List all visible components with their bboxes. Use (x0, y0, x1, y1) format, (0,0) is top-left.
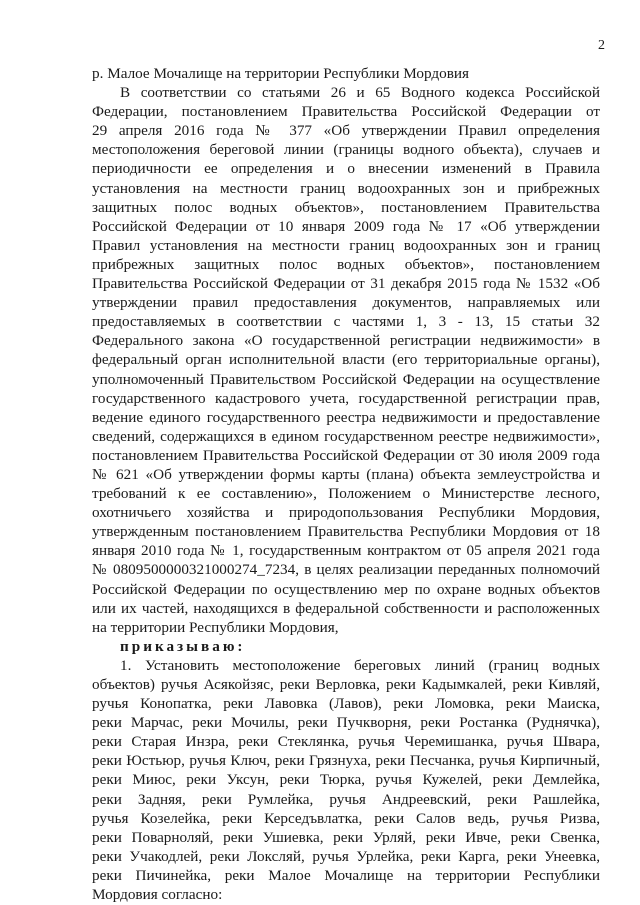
paragraph-line: января 2010 года № 1, государственным контрактом от 05 апреля 2021 года (92, 542, 600, 560)
document-body (92, 64, 600, 904)
order-item-line: объектов) ручья Асякойзяс, реки Верловка, реки Кадымкалей, реки Кивляй, (92, 676, 600, 693)
order-item-line: реки Юстьюр, ручья Ключ, реки Грязнуха, реки Песчанка, ручья Кирпичный, (92, 752, 600, 770)
paragraph-line: Федерации, постановлением Правительства Российской Федерации от (92, 103, 600, 121)
order-item-line: ручья Конопатка, реки Лавовка (Лавов), реки Ломовка, реки Маиска, (92, 695, 600, 713)
order-item-line: 1. Установить местоположение береговых линий (границ водных (120, 656, 600, 674)
paragraph-line: государственного кадастрового учета, государственной регистрации прав, (92, 389, 600, 407)
order-item-line: ручья Козелейка, реки Керседъвлатка, реки Салов ведь, ручья Ризва, (92, 809, 600, 827)
order-item-line: Мордовия согласно: (92, 886, 223, 904)
order-item-line: реки Задняя, реки Румлейка, ручья Андреевский, реки Рашлейка, (92, 790, 600, 808)
paragraph-line: или их частей, находящихся в федеральной собственности и расположенных (92, 599, 600, 617)
paragraph-line: Правил установления на местности границ водоохранных зон и границ (92, 236, 600, 254)
order-heading: приказываю: (120, 637, 246, 655)
page-number: 2 (598, 38, 605, 53)
paragraph-line: предоставляемых в соответствии с частями 1, 3 - 13, 15 статьи 32 (92, 313, 600, 331)
paragraph-line: периодичности ее определения и о внесении изменений в Правила (92, 160, 600, 178)
paragraph-line: ведение единого государственного реестра недвижимости и предоставление (92, 408, 600, 426)
paragraph-line: на территории Республики Мордовия, (92, 618, 339, 636)
order-item-line: реки Поварноляй, реки Ушиевка, реки Урляй, реки Ивче, реки Свенка, (92, 828, 600, 846)
paragraph-line: утверждении правил предоставления документов, направляемых или (92, 294, 600, 312)
paragraph-line: уполномоченный Правительством Российской Федерации на осуществление (92, 370, 600, 388)
order-item-line: реки Миюс, реки Уксун, реки Тюрка, ручья Кужелей, реки Демлейка, (92, 771, 600, 789)
paragraph-line: утвержденным постановлением Правительства Республики Мордовия от 18 (92, 523, 600, 541)
order-item-line: реки Старая Инзра, реки Стеклянка, ручья Черемишанка, ручья Швара, (92, 733, 600, 751)
paragraph-line: В соответствии со статьями 26 и 65 Водного кодекса Российской (120, 84, 600, 102)
paragraph-line: Российской Федерации от 10 января 2009 года № 17 «Об утверждении (92, 217, 600, 235)
paragraph-line: Российской Федерации по осуществлению мер по охране водных объектов (92, 580, 600, 598)
paragraph-line: № 621 «Об утверждении формы карты (плана) объекта землеустройства и (92, 465, 600, 483)
paragraph-line: постановлением Правительства Российской Федерации от 30 июля 2009 года (92, 446, 600, 464)
paragraph-line: федеральный орган исполнительной власти (его территориальные органы), (92, 351, 600, 369)
paragraph-line: Федерального закона «О государственной регистрации недвижимости» в (92, 332, 600, 350)
paragraph-line: установления на местности границ водоохранных зон и прибрежных (92, 179, 600, 197)
order-item-line: реки Пичинейка, реки Малое Мочалище на территории Республики (92, 866, 600, 884)
paragraph-line: № 0809500000321000274_7234, в целях реализации переданных полномочий (92, 561, 600, 579)
paragraph-line: защитных полос водных объектов», постановлением Правительства (92, 198, 600, 216)
paragraph-line: Правительства Российской Федерации от 31 декабря 2015 года № 1532 «Об (92, 275, 600, 293)
paragraph-line: требований к ее составлению», Положением о Министерстве лесного, (92, 485, 600, 503)
paragraph-line: охотничьего хозяйства и природопользования Республики Мордовия, (92, 504, 600, 522)
paragraph-line: сведений, содержащихся в едином государственном реестре недвижимости», (92, 427, 600, 445)
paragraph-line: местоположения береговой линии (границы водного объекта), случаев и (92, 141, 600, 159)
order-item-line: реки Учакодлей, реки Локсляй, ручья Урлейка, реки Карга, реки Унеевка, (92, 847, 600, 865)
order-item-line: реки Марчас, реки Мочилы, реки Пучкворня, реки Ростанка (Руднячка), (92, 714, 600, 732)
paragraph-line: прибрежных защитных полос водных объектов», постановлением (92, 255, 600, 273)
paragraph-line: 29 апреля 2016 года № 377 «Об утверждении Правил определения (92, 122, 600, 140)
title-continuation-line: р. Малое Мочалище на территории Республики Мордовия (92, 65, 469, 82)
